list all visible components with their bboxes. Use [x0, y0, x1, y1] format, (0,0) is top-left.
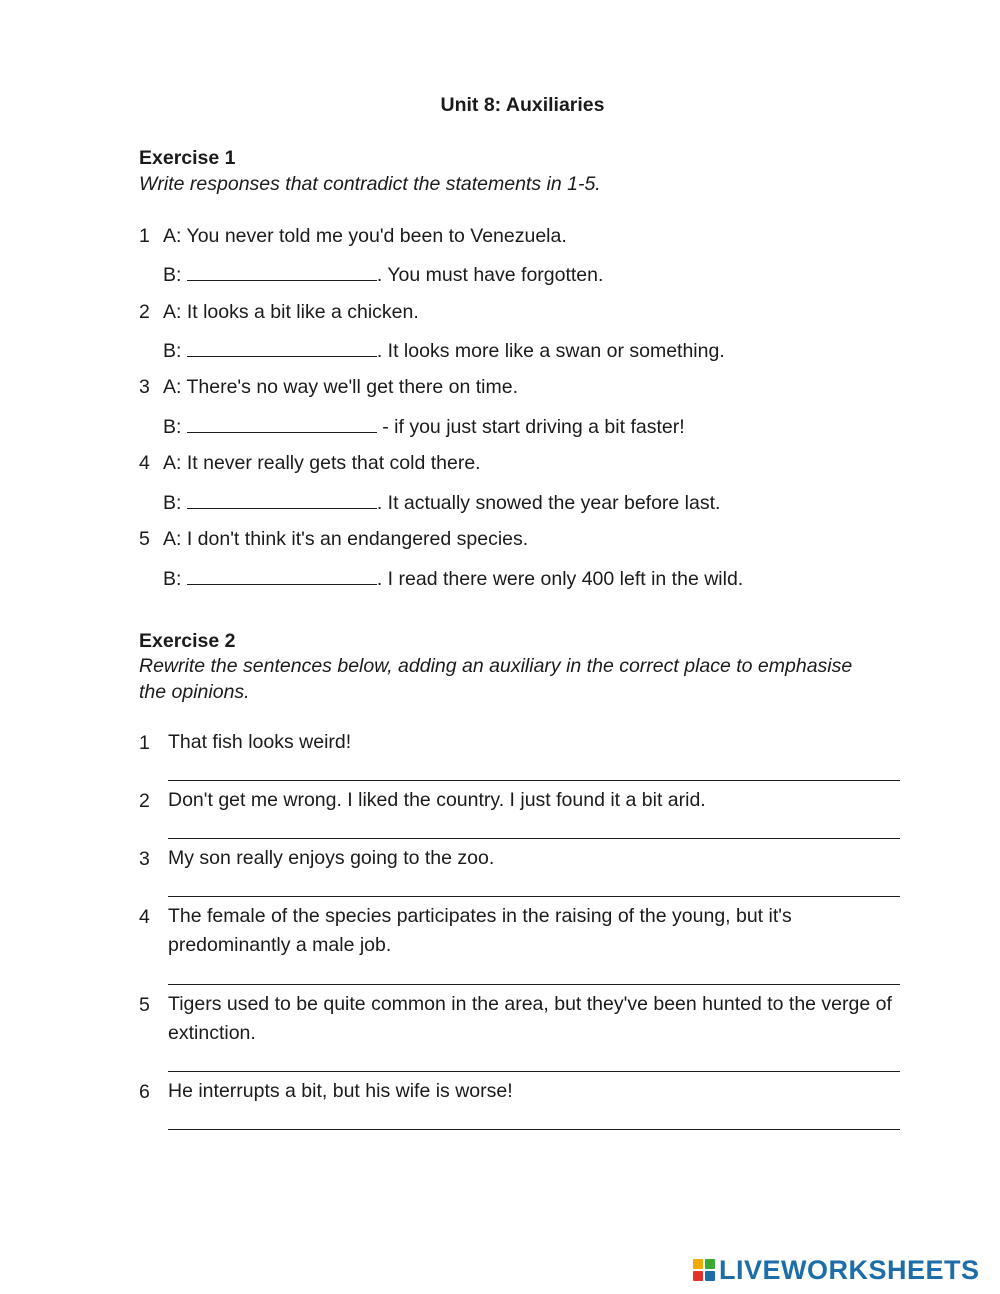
- page-title: Unit 8: Auxiliaries: [440, 94, 605, 116]
- response-speaker: B:: [163, 340, 187, 362]
- ex2-sentence: That fish looks weird!: [168, 731, 352, 753]
- response-speaker: B:: [163, 264, 187, 286]
- ex1-response: [163, 262, 603, 287]
- ex1-item-number: 4: [139, 452, 150, 474]
- ex2-item-number: 2: [139, 790, 150, 812]
- ex2-item-number: 5: [139, 994, 150, 1016]
- ex1-response: [163, 490, 720, 515]
- logo-text: LIVEWORKSHEETS: [719, 1254, 980, 1285]
- ex1-item-number: 3: [139, 376, 150, 398]
- answer-blank[interactable]: [187, 262, 377, 281]
- ex1-statement: A: It looks a bit like a chicken.: [163, 301, 419, 323]
- logo-grid-icon: [693, 1259, 715, 1281]
- liveworksheets-logo: [693, 1254, 980, 1285]
- ex2-item-number: 6: [139, 1081, 150, 1103]
- ex1-statement: A: There's no way we'll get there on time.: [163, 376, 519, 398]
- ex2-sentence: The female of the species participates in the raising of the young, but it's predominantly a male job.: [168, 905, 792, 956]
- exercise1-heading: Exercise 1: [139, 147, 236, 169]
- ex2-item-number: 1: [139, 732, 150, 754]
- ex2-sentence: My son really enjoys going to the zoo.: [168, 847, 495, 869]
- ex2-sentence: Don't get me wrong. I liked the country. I just found it a bit arid.: [168, 789, 706, 811]
- response-speaker: B:: [163, 492, 187, 514]
- response-text: - if you just start driving a bit faster!: [376, 416, 685, 438]
- ex1-statement: A: I don't think it's an endangered species.: [163, 528, 529, 550]
- answer-line[interactable]: [168, 896, 900, 897]
- response-speaker: B:: [163, 568, 187, 590]
- response-text: . I read there were only 400 left in the wild.: [376, 568, 744, 590]
- ex1-statement: A: It never really gets that cold there.: [163, 452, 481, 474]
- ex2-sentence: Tigers used to be quite common in the area, but they've been hunted to the verge of extinction.: [168, 993, 892, 1044]
- answer-blank[interactable]: [187, 338, 377, 357]
- ex1-item-number: 5: [139, 528, 150, 550]
- response-text: . It looks more like a swan or something.: [376, 340, 725, 362]
- response-speaker: B:: [163, 416, 187, 438]
- ex2-item-number: 4: [139, 906, 150, 928]
- ex2-item-number: 3: [139, 848, 150, 870]
- response-text: . You must have forgotten.: [376, 264, 604, 286]
- answer-blank[interactable]: [187, 414, 377, 433]
- exercise1-instruction: Write responses that contradict the statements in 1-5.: [139, 173, 601, 195]
- exercise2-heading: Exercise 2: [139, 630, 236, 652]
- response-text: . It actually snowed the year before last.: [376, 492, 721, 514]
- ex1-response: [163, 338, 725, 363]
- answer-line[interactable]: [168, 1129, 900, 1130]
- ex1-response: [163, 566, 743, 591]
- answer-line[interactable]: [168, 780, 900, 781]
- answer-blank[interactable]: [187, 566, 377, 585]
- ex1-response: [163, 414, 685, 439]
- ex1-item-number: 1: [139, 225, 150, 247]
- ex1-item-number: 2: [139, 301, 150, 323]
- answer-line[interactable]: [168, 1071, 900, 1072]
- ex1-statement: A: You never told me you'd been to Venezuela.: [163, 225, 567, 247]
- ex2-sentence: He interrupts a bit, but his wife is worse!: [168, 1080, 513, 1102]
- answer-line[interactable]: [168, 984, 900, 985]
- exercise2-instruction: Rewrite the sentences below, adding an auxiliary in the correct place to emphasise the opinions.: [139, 655, 853, 703]
- answer-blank[interactable]: [187, 490, 377, 509]
- answer-line[interactable]: [168, 838, 900, 839]
